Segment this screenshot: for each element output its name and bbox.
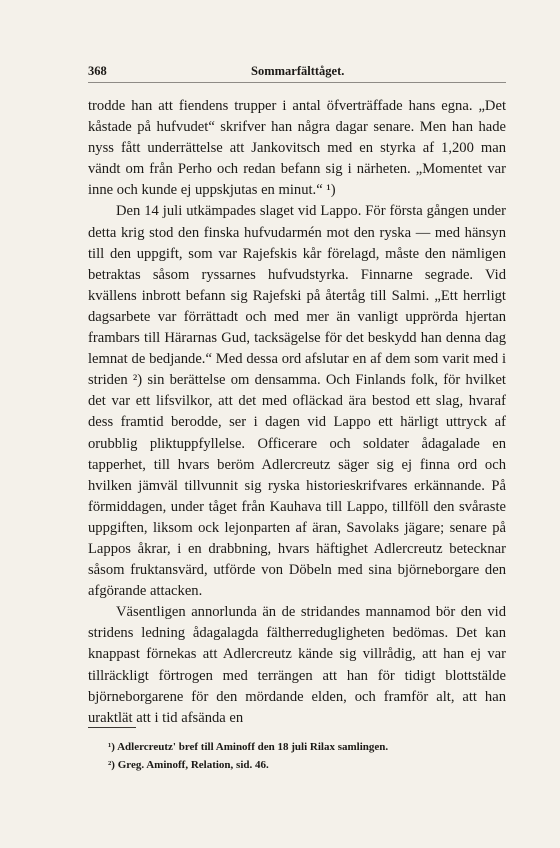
page-number: 368 (88, 64, 107, 78)
paragraph-3: Väsentligen annorlunda än de stridandes mannamod bör den vid stridens ledning ådagalagda fältherredugligheten bedömas. Det kan knappast förnekas att Adlercreutz kände sig villrådig, att han ej var tillräckligt förtrogen med terrängen att han för tidigt blottstälde björneborgarene för den mördande elden, och framför alt, att han uraktlät att i tid afsända en (88, 604, 506, 726)
footnote-2: ²) Greg. Aminoff, Relation, sid. 46. (108, 759, 269, 771)
paragraph-1: trodde han att fiendens trupper i antal öfverträffade hans egna. „Det kåstade på hufvudet“ skrifver han några dagar senare. Men han hade nyss fått underrättelse att Jankovitsch med en styrka af 1,200 man vändt om från Perho och redan befann sig i närheten. „Momentet var inne och kunde ej uppskjutas en minut.“ ¹) (88, 98, 506, 199)
page-header (88, 64, 506, 80)
running-title: Sommarfälttåget. (251, 64, 345, 78)
footnotes (108, 738, 506, 774)
footnote-divider (88, 727, 136, 728)
paragraph-2: Den 14 juli utkämpades slaget vid Lappo. För första gången under detta krig stod den finska hufvudarmén mot den ryska — med hänsyn till den uppgift, som var Rajefskis kår förelagd, måste den nämligen betraktas såsom ryssarnes hufvudstyrka. Finnarne segrade. Vid kvällens inbrott befann sig Rajefski på återtåg till Salmi. „Ett herrligt dagsarbete var förrättadt och med mer än vanligt upprörda hjertan frambars till Härarnas Gud, tacksägelse för det beskydd han denna dag lemnat de bedjande.“ Med dessa ord afslutar en af dem som varit med i striden ²) sin berättelse om densamma. Och Finlands folk, för hvilket det var ett lifsvilkor, att det med ofläckad ära bestod ett slag, hvaraf dess framtid berodde, ser i dagen vid Lappo ett härligt uttryck af orubblig pliktuppfyllelse. Officerare och soldater ådagalade en tapperhet, till hvars beröm Adlercreutz säger sig ej finna ord och hvilken jämväl tillvunnit sig ryska historieskrifvares erkännande. På förmiddagen, under tåget från Kauhava till Lappo, tillföll den svåraste uppgiften, liksom ock lejonparten af äran, Savolaks jägare; senare på Lappos åkrar, i en drabbning, hvars häftighet Adlercreutz betecknar såsom fruktansvärd, utförde von Döbeln med sina björneborgare den afgörande attacken. (88, 203, 506, 600)
header-rule (88, 82, 506, 83)
body-text (88, 96, 506, 729)
footnote-1: ¹) Adlercreutz' bref till Aminoff den 18 juli Rilax samlingen. (108, 741, 389, 753)
